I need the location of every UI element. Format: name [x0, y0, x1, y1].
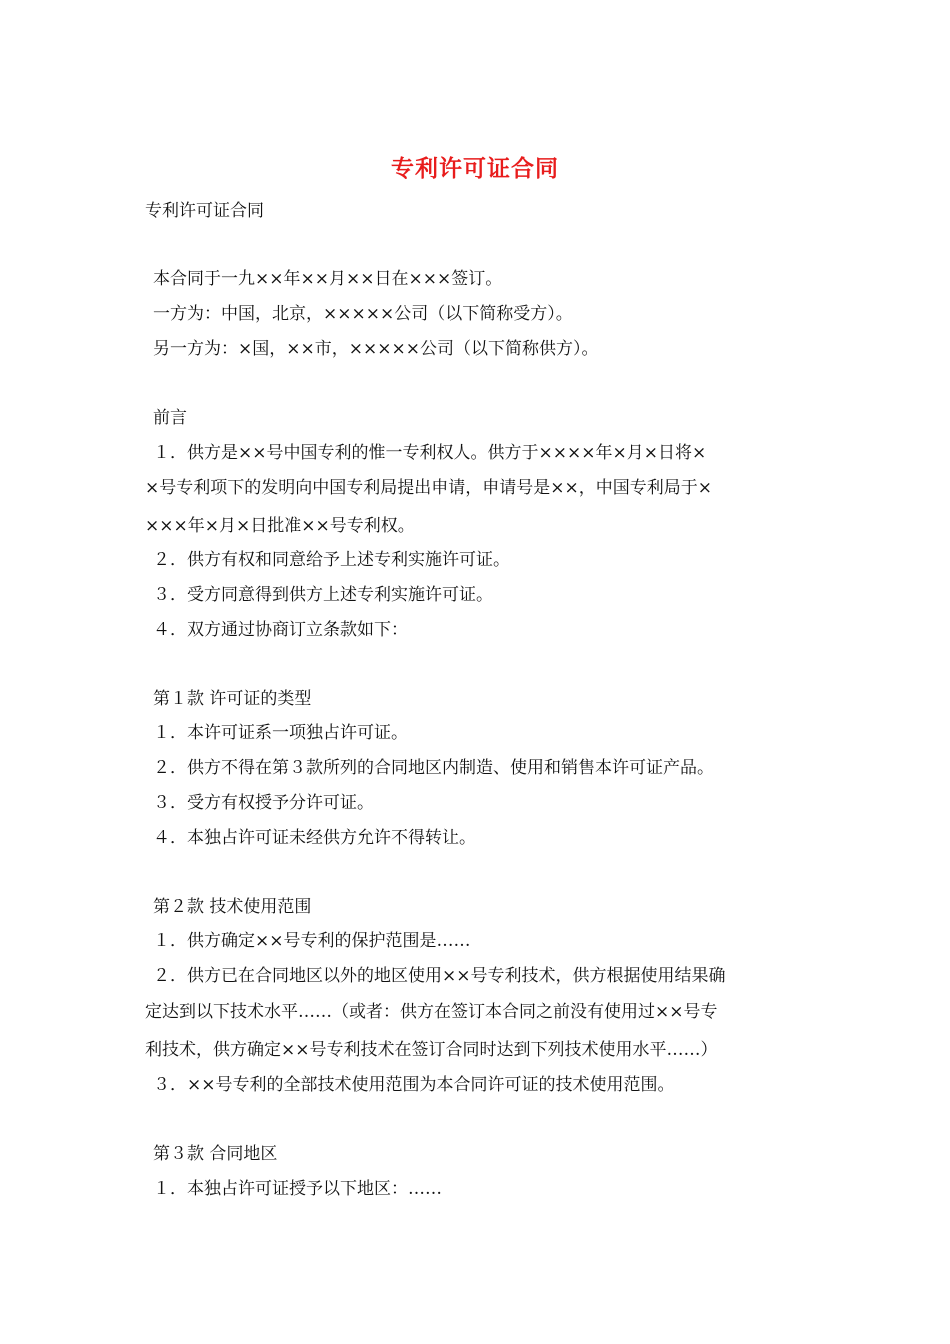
clause2-line: 利技术，供方确定××号专利技术在签订合同时达到下列技术使用水平……） — [145, 1040, 718, 1060]
document-title: 专利许可证合同 — [391, 155, 559, 182]
clause2-line: 定达到以下技术水平……（或者：供方在签订本合同之前没有使用过××号专 — [145, 1002, 718, 1022]
clause1-line: １．本许可证系一项独占许可证。 — [153, 723, 408, 743]
clause1-line: ３．受方有权授予分许可证。 — [153, 793, 374, 813]
clause2-line: ２．供方已在合同地区以外的地区使用××号专利技术，供方根据使用结果确 — [153, 966, 726, 986]
foreword-line: １．供方是××号中国专利的惟一专利权人。供方于××××年×月×日将× — [153, 443, 707, 463]
clause1-line: ４．本独占许可证未经供方允许不得转让。 — [153, 828, 476, 848]
preamble-line: 本合同于一九××年××月××日在×××签订。 — [153, 269, 503, 289]
clause2-line: １．供方确定××号专利的保护范围是…… — [153, 931, 471, 951]
clause1-line: ２．供方不得在第３款所列的合同地区内制造、使用和销售本许可证产品。 — [153, 758, 714, 778]
foreword-line: ２．供方有权和同意给予上述专利实施许可证。 — [153, 550, 510, 570]
clause2-line: ３．××号专利的全部技术使用范围为本合同许可证的技术使用范围。 — [153, 1075, 675, 1095]
foreword-line: ３．受方同意得到供方上述专利实施许可证。 — [153, 585, 493, 605]
document-subtitle: 专利许可证合同 — [145, 201, 264, 221]
clause3-line: １．本独占许可证授予以下地区：…… — [153, 1179, 442, 1199]
clause1-heading: 第１款 许可证的类型 — [153, 689, 312, 709]
foreword-line: ×号专利项下的发明向中国专利局提出申请，申请号是××，中国专利局于× — [145, 478, 712, 498]
preamble-line: 另一方为：×国，××市，×××××公司（以下简称供方）。 — [153, 339, 599, 359]
foreword-heading: 前言 — [153, 408, 187, 428]
preamble-line: 一方为：中国，北京，×××××公司（以下简称受方）。 — [153, 304, 573, 324]
clause3-heading: 第３款 合同地区 — [153, 1144, 278, 1164]
clause2-heading: 第２款 技术使用范围 — [153, 897, 312, 917]
foreword-line: ×××年×月×日批准××号专利权。 — [145, 516, 415, 536]
foreword-line: ４．双方通过协商订立条款如下： — [153, 620, 408, 640]
